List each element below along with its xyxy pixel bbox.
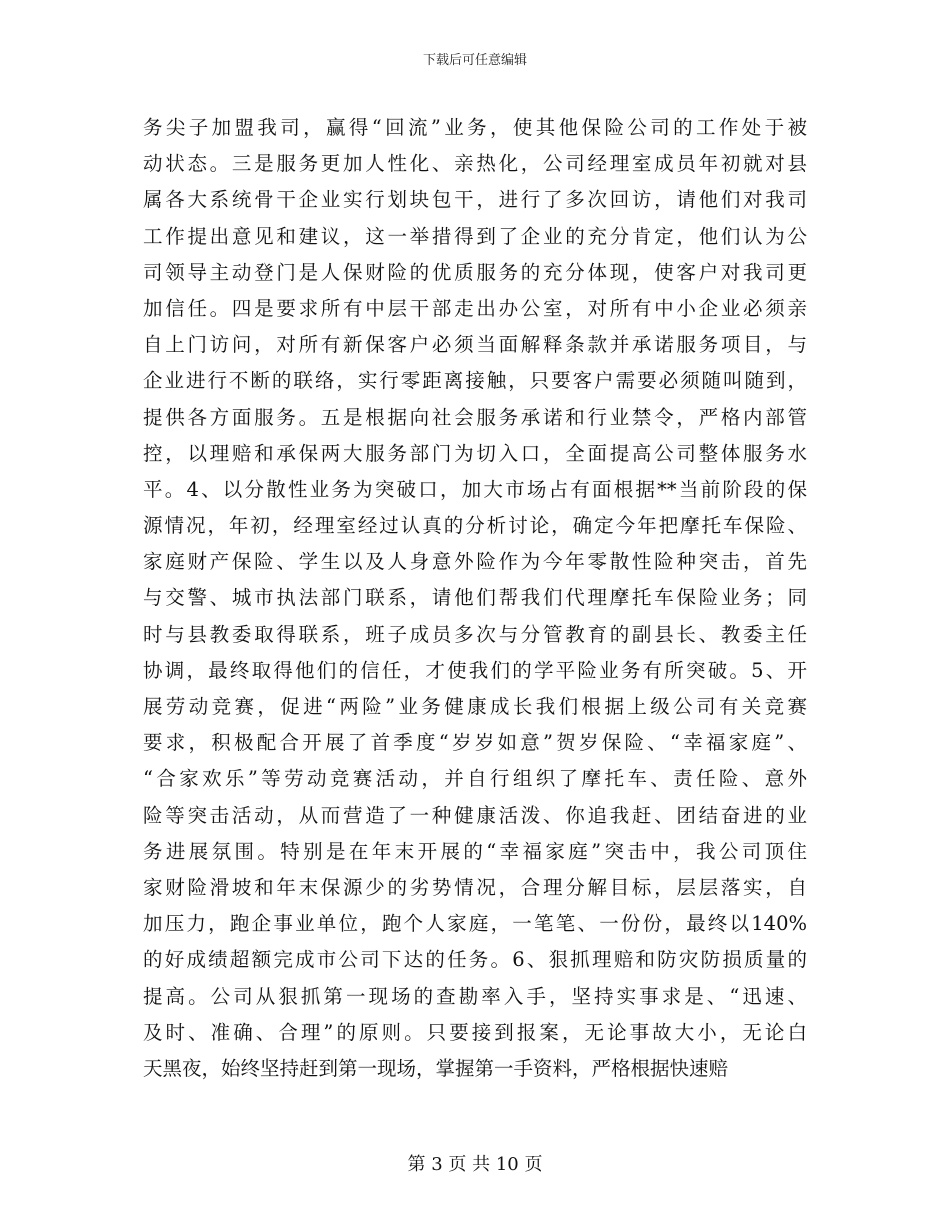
body-line: 提供各方面服务。五是根据向社会服务承诺和行业禁令，严格内部管 [143, 405, 807, 429]
body-line: 加压力，跑企事业单位，跑个人家庭，一笔笔、一份份，最终以140% [143, 912, 807, 936]
body-line: 的好成绩超额完成市公司下达的任务。6、狠抓理赔和防灾防损质量的 [143, 948, 807, 972]
body-line: 工作提出意见和建议，这一举措得到了企业的充分肯定，他们认为公 [143, 224, 807, 248]
body-line: 协调，最终取得他们的信任，才使我们的学平险业务有所突破。5、开 [143, 658, 807, 682]
body-line: 要求，积极配合开展了首季度“岁岁如意”贺岁保险、“幸福家庭”、 [143, 731, 807, 755]
body-line: 属各大系统骨干企业实行划块包干，进行了多次回访，请他们对我司 [143, 188, 807, 212]
body-line: 加信任。四是要求所有中层干部走出办公室，对所有中小企业必须亲 [143, 296, 807, 320]
body-line: 及时、准确、合理”的原则。只要接到报案，无论事故大小，无论白 [143, 1020, 807, 1044]
body-line: 控，以理赔和承保两大服务部门为切入口，全面提高公司整体服务水 [143, 441, 807, 465]
body-line: 司领导主动登门是人保财险的优质服务的充分体现，使客户对我司更 [143, 260, 807, 284]
body-line: 动状态。三是服务更加人性化、亲热化，公司经理室成员年初就对县 [143, 152, 807, 176]
body-line: 务进展氛围。特别是在年末开展的“幸福家庭”突击中，我公司顶住 [143, 839, 807, 863]
body-line: 家财险滑坡和年末保源少的劣势情况，合理分解目标，层层落实，自 [143, 875, 807, 899]
body-line: 企业进行不断的联络，实行零距离接触，只要客户需要必须随叫随到， [143, 369, 807, 393]
body-line: 自上门访问，对所有新保客户必须当面解释条款并承诺服务项目，与 [143, 333, 807, 357]
body-line: 务尖子加盟我司，赢得“回流”业务，使其他保险公司的工作处于被 [143, 116, 807, 139]
page-number: 第 3 页 共 10 页 [407, 1154, 543, 1175]
body-line: “合家欢乐”等劳动竞赛活动，并自行组织了摩托车、责任险、意外 [143, 767, 807, 791]
body-line: 展劳动竞赛，促进“两险”业务健康成长我们根据上级公司有关竞赛 [143, 695, 807, 718]
document-body [143, 110, 807, 1087]
body-line: 源情况，年初，经理室经过认真的分析讨论，确定今年把摩托车保险、 [143, 514, 807, 538]
body-line: 提高。公司从狠抓第一现场的查勘率入手，坚持实事求是、“迅速、 [143, 984, 807, 1008]
body-line: 险等突击活动，从而营造了一种健康活泼、你追我赶、团结奋进的业 [143, 803, 807, 827]
body-line: 家庭财产保险、学生以及人身意外险作为今年零散性险种突击，首先 [143, 550, 807, 574]
page-header: 下载后可任意编辑 [422, 53, 527, 68]
body-line: 天黑夜，始终坚持赶到第一现场，掌握第一手资料，严格根据快速赔 [143, 1056, 729, 1080]
body-line: 平。4、以分散性业务为突破口，加大市场占有面根据**当前阶段的保 [143, 477, 807, 501]
body-line: 与交警、城市执法部门联系，请他们帮我们代理摩托车保险业务；同 [143, 586, 807, 610]
body-line: 时与县教委取得联系，班子成员多次与分管教育的副县长、教委主任 [143, 622, 807, 646]
